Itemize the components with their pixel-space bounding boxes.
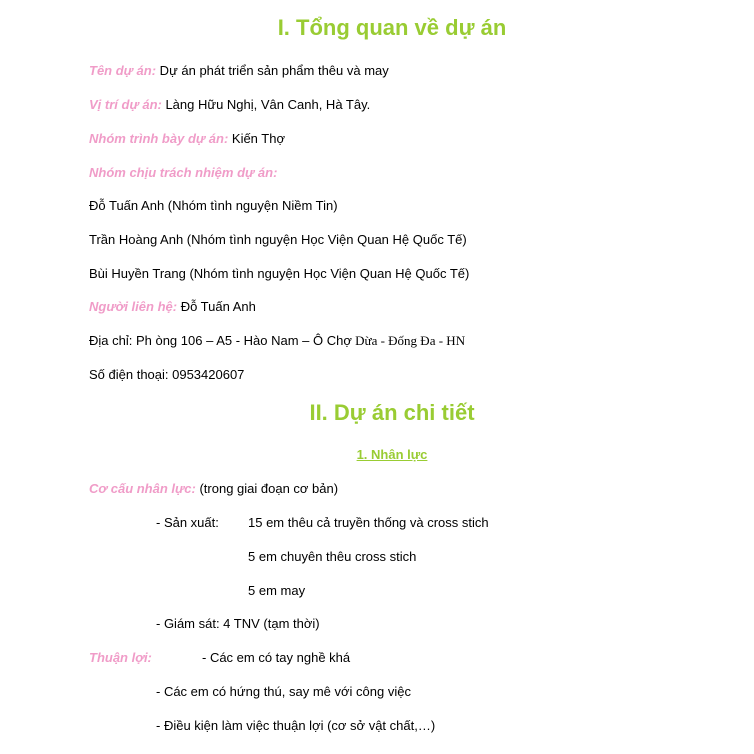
subsection-title: 1. Nhân lực — [356, 447, 428, 462]
responsible-label: Nhóm chịu trách nhiệm dự án: — [89, 165, 278, 180]
presenter-line — [89, 131, 285, 146]
structure-value: (trong giai đoạn cơ bản) — [195, 481, 339, 496]
contact-line — [89, 299, 256, 314]
supervision-line: - Giám sát: 4 TNV (tạm thời) — [156, 616, 320, 631]
location-label: Vị trí dự án: — [89, 97, 162, 112]
advantages-label — [89, 650, 152, 665]
advantage-item: - Các em có tay nghề khá — [202, 650, 351, 665]
phone-line: Số điện thoại: 0953420607 — [89, 367, 245, 382]
advantage-item: - Điều kiện làm việc thuận lợi (cơ sở vật chất,…) — [156, 718, 436, 733]
address-line — [89, 333, 465, 349]
advantage-item: - Các em có hứng thú, say mê với công việc — [156, 684, 411, 699]
member-item: Đỗ Tuấn Anh (Nhóm tình nguyện Niềm Tin) — [89, 198, 338, 213]
contact-value: Đỗ Tuấn Anh — [177, 299, 256, 314]
production-item: 5 em may — [248, 583, 306, 598]
address-part1: Địa chỉ: Ph òng 106 – A5 - Hào Nam – Ô Chợ — [89, 333, 352, 348]
project-name-line — [89, 63, 389, 78]
advantages-label-text: Thuận lợi: — [89, 650, 152, 665]
location-value: Làng Hữu Nghị, Vân Canh, Hà Tây. — [161, 97, 371, 112]
location-line — [89, 97, 370, 112]
project-name-value: Dự án phát triển sản phẩm thêu và may — [156, 63, 389, 78]
member-item: Trần Hoàng Anh (Nhóm tình nguyện Học Viện Quan Hệ Quốc Tế) — [89, 232, 467, 247]
presenter-value: Kiến Thợ — [228, 131, 285, 146]
section-2-title: II. Dự án chi tiết — [309, 400, 475, 425]
project-name-label: Tên dự án: — [89, 63, 157, 78]
presenter-label: Nhóm trình bày dự án: — [89, 131, 229, 146]
structure-label: Cơ cấu nhân lực: — [89, 481, 196, 496]
contact-label: Người liên hệ: — [89, 299, 178, 314]
section-1-title: I. Tổng quan về dự án — [277, 15, 507, 40]
structure-line — [89, 481, 338, 496]
member-item: Bùi Huyền Trang (Nhóm tình nguyện Học Viện Quan Hệ Quốc Tế) — [89, 266, 470, 281]
responsible-line — [89, 165, 277, 180]
address-part2: Dừa - Đống Đa - HN — [351, 333, 466, 348]
production-item: 15 em thêu cả truyền thống và cross stich — [248, 515, 489, 530]
production-label: - Sản xuất: — [156, 515, 219, 530]
production-item: 5 em chuyên thêu cross stich — [248, 549, 417, 564]
